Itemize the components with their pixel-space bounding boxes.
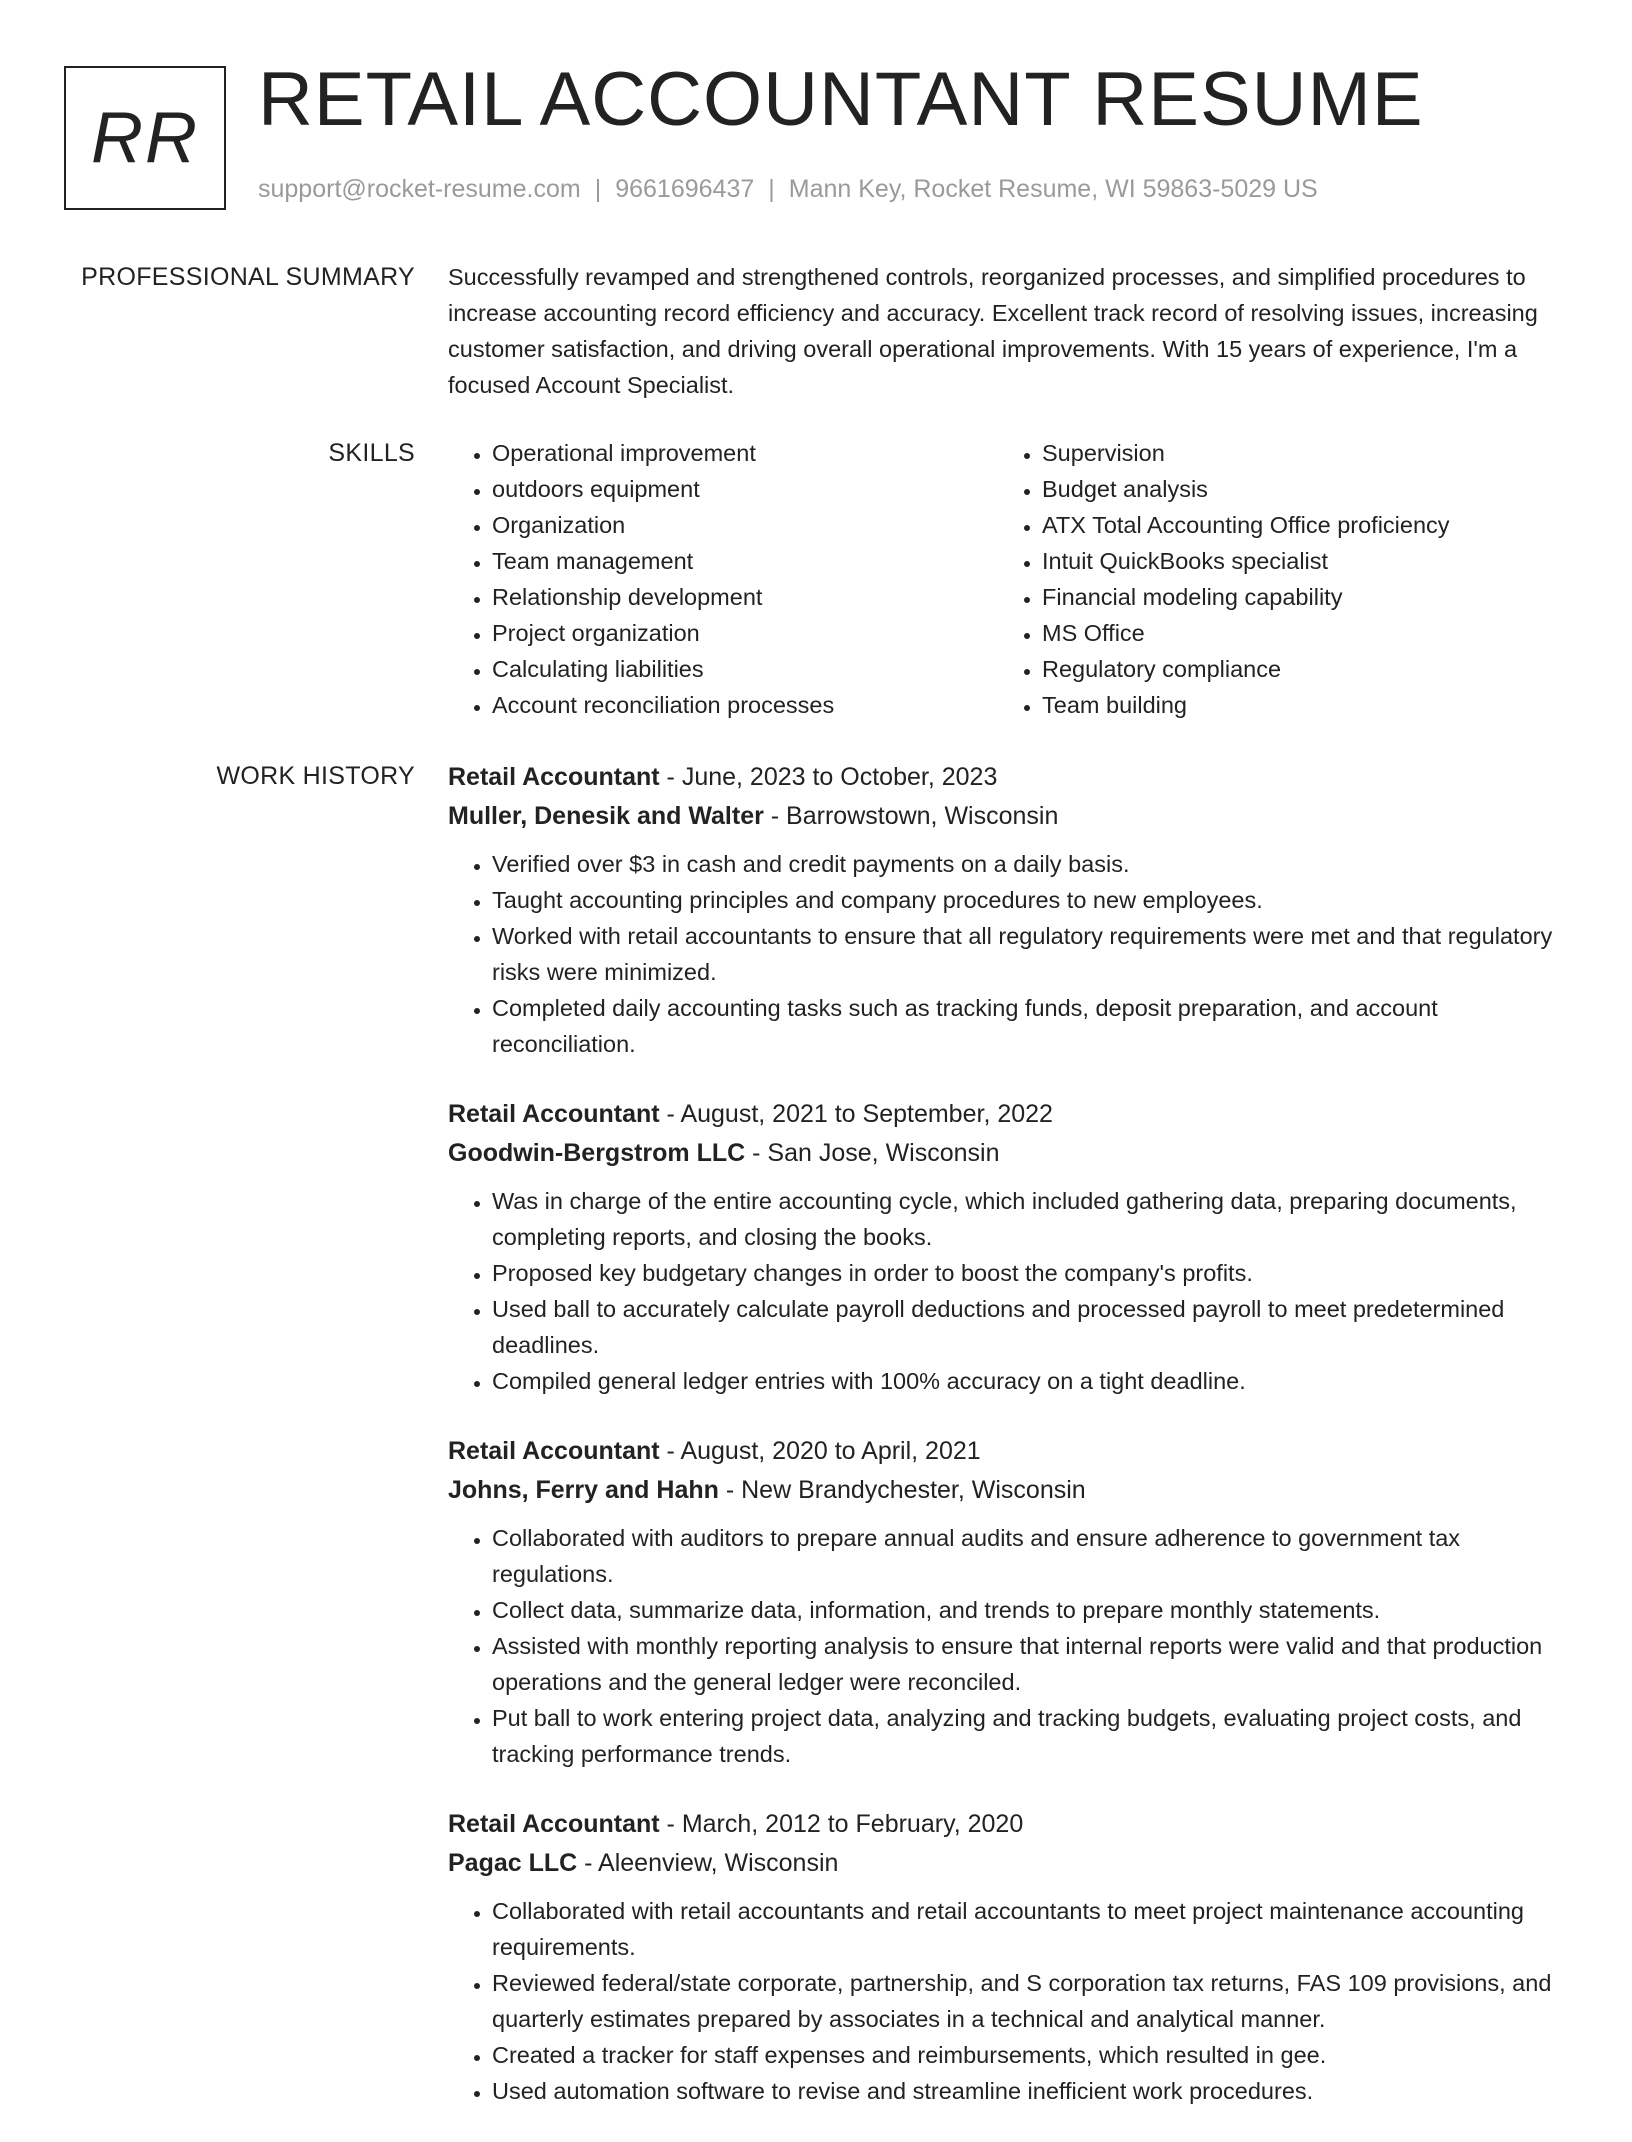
job-bullet: • Used ball to accurately calculate payroll deductions and processed payroll to meet predetermined deadlines. [492, 1291, 1568, 1363]
skill-item: • Budget analysis [1042, 471, 1548, 507]
job-company: Goodwin-Bergstrom LLC [448, 1139, 746, 1167]
summary-text: Successfully revamped and strengthened controls, reorganized processes, and simplified procedures to increase accounting record efficiency and accuracy. Excellent track record of resolving issues, increasing customer satisfaction, and driving overall operational improvements. With 15 years of experience, I'm a focused Account Specialist. [448, 264, 1538, 398]
job-bullet: • Was in charge of the entire accounting cycle, which included gathering data, preparing documents, completing reports, and closing the books. [492, 1183, 1568, 1255]
job-entry [448, 1805, 1568, 2109]
summary-label: PROFESSIONAL SUMMARY [81, 263, 415, 291]
job-dates: - August, 2020 to April, 2021 [659, 1437, 981, 1465]
work-history-section [0, 758, 1632, 2142]
skill-item: • Operational improvement [492, 435, 998, 471]
job-title: Retail Accountant [448, 1100, 660, 1128]
job-bullet: • Proposed key budgetary changes in order to boost the company's profits. [492, 1255, 1568, 1291]
summary-section [0, 259, 1632, 403]
job-location: - San Jose, Wisconsin [745, 1139, 1000, 1167]
job-dates: - March, 2012 to February, 2020 [659, 1810, 1024, 1838]
job-entry [448, 1432, 1568, 1772]
job-company: Muller, Denesik and Walter [448, 802, 764, 830]
skill-item: • MS Office [1042, 615, 1548, 651]
job-title: Retail Accountant [448, 763, 660, 791]
job-bullet: • Collect data, summarize data, information, and trends to prepare monthly statements. [492, 1592, 1568, 1628]
job-title-line [448, 758, 1568, 797]
job-bullet: • Used automation software to revise and streamline inefficient work procedures. [492, 2073, 1568, 2109]
job-bullet: • Put ball to work entering project data, analyzing and tracking budgets, evaluating project costs, and tracking performance trends. [492, 1700, 1568, 1772]
job-bullets [448, 1183, 1568, 1399]
work-history-label: WORK HISTORY [216, 762, 415, 790]
job-bullets [448, 1520, 1568, 1772]
job-bullet: • Completed daily accounting tasks such as tracking funds, deposit preparation, and account reconciliation. [492, 990, 1568, 1062]
job-location: - Barrowstown, Wisconsin [763, 802, 1059, 830]
contact-line [258, 175, 1318, 204]
skill-item: • outdoors equipment [492, 471, 998, 507]
skills-list-right [998, 435, 1548, 723]
skill-item: • Supervision [1042, 435, 1548, 471]
job-company: Pagac LLC [448, 1849, 578, 1877]
job-dates: - August, 2021 to September, 2022 [659, 1100, 1053, 1128]
job-title-line [448, 1095, 1568, 1134]
job-bullets [448, 1893, 1568, 2109]
skill-item: • ATX Total Accounting Office proficiency [1042, 507, 1548, 543]
jobs-list [448, 758, 1568, 2142]
monogram-box [64, 66, 226, 210]
contact-separator: | [768, 175, 775, 203]
skills-label: SKILLS [328, 439, 415, 467]
job-location: - Aleenview, Wisconsin [577, 1849, 839, 1877]
contact-email: support@rocket-resume.com [258, 175, 581, 203]
job-bullet: • Taught accounting principles and company procedures to new employees. [492, 882, 1568, 918]
job-title-line [448, 1805, 1568, 1844]
skill-item: • Financial modeling capability [1042, 579, 1548, 615]
job-bullet: • Collaborated with retail accountants and retail accountants to meet project maintenance accounting requirements. [492, 1893, 1568, 1965]
skill-item: • Team management [492, 543, 998, 579]
job-bullet: • Created a tracker for staff expenses and reimbursements, which resulted in gee. [492, 2037, 1568, 2073]
job-entry [448, 758, 1568, 1062]
job-title: Retail Accountant [448, 1437, 660, 1465]
job-company-line [448, 1134, 1568, 1173]
job-company: Johns, Ferry and Hahn [448, 1476, 719, 1504]
job-dates: - June, 2023 to October, 2023 [659, 763, 998, 791]
skill-item: • Account reconciliation processes [492, 687, 998, 723]
skill-item: • Intuit QuickBooks specialist [1042, 543, 1548, 579]
skill-item: • Project organization [492, 615, 998, 651]
skill-item: • Regulatory compliance [1042, 651, 1548, 687]
job-bullet: • Verified over $3 in cash and credit payments on a daily basis. [492, 846, 1568, 882]
job-title-line [448, 1432, 1568, 1471]
skill-item: • Relationship development [492, 579, 998, 615]
job-bullet: • Worked with retail accountants to ensure that all regulatory requirements were met and that regulatory risks were minimized. [492, 918, 1568, 990]
job-location: - New Brandychester, Wisconsin [718, 1476, 1086, 1504]
skill-item: • Organization [492, 507, 998, 543]
job-company-line [448, 1844, 1568, 1883]
skills-list-left [448, 435, 998, 723]
job-bullet: • Compiled general ledger entries with 100% accuracy on a tight deadline. [492, 1363, 1568, 1399]
contact-address: Mann Key, Rocket Resume, WI 59863-5029 US [788, 175, 1318, 203]
job-bullet: • Assisted with monthly reporting analysis to ensure that internal reports were valid and that production operations and the general ledger were reconciled. [492, 1628, 1568, 1700]
monogram-initials: RR [91, 98, 199, 178]
skill-item: • Team building [1042, 687, 1548, 723]
job-bullets [448, 846, 1568, 1062]
skill-item: • Calculating liabilities [492, 651, 998, 687]
skills-section [0, 435, 1632, 723]
job-entry [448, 1095, 1568, 1399]
contact-separator: | [594, 175, 602, 203]
resume-title: RETAIL ACCOUNTANT RESUME [258, 57, 1424, 142]
job-company-line [448, 797, 1568, 836]
job-bullet: • Reviewed federal/state corporate, partnership, and S corporation tax returns, FAS 109 provisions, and quarterly estimates prepared by associates in a technical and analytical manner. [492, 1965, 1568, 2037]
job-title: Retail Accountant [448, 1810, 660, 1838]
job-bullet: • Collaborated with auditors to prepare annual audits and ensure adherence to government tax regulations. [492, 1520, 1568, 1592]
contact-phone: 9661696437 [615, 175, 755, 203]
job-company-line [448, 1471, 1568, 1510]
